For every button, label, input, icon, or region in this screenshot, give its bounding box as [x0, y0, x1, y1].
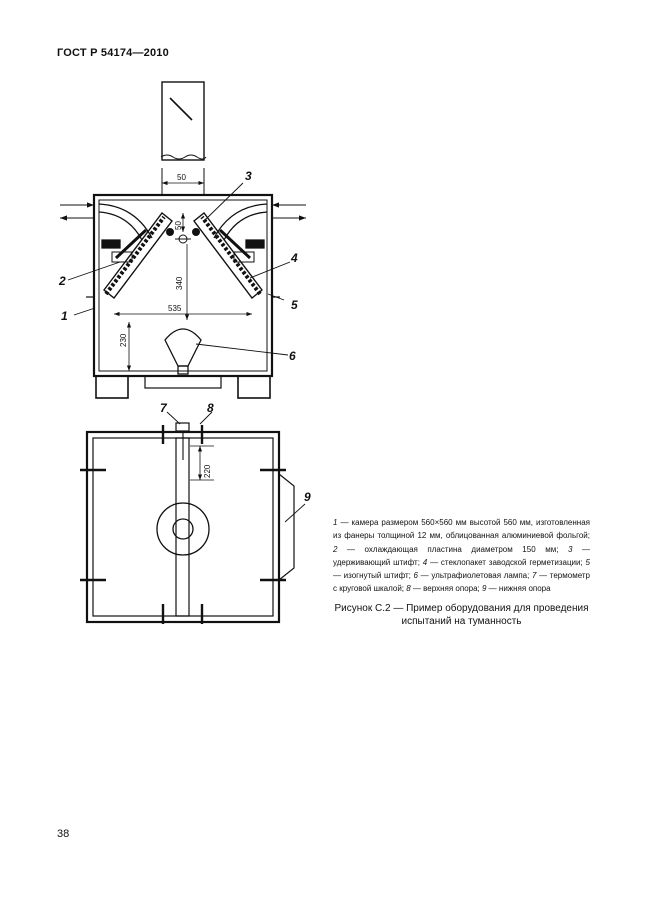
side-view [60, 82, 306, 398]
dim-230: 230 [119, 333, 128, 347]
callout-4: 4 [291, 251, 298, 265]
callout-9: 9 [304, 490, 311, 504]
top-view [80, 423, 294, 624]
figure-caption: Рисунок С.2 — Пример оборудования для проведения испытаний на туманность [334, 603, 589, 627]
uv-lamp [165, 329, 201, 376]
glass-units-right [194, 213, 262, 298]
standard-header: ГОСТ Р 54174—2010 [57, 47, 169, 59]
callout-5: 5 [291, 298, 298, 312]
legend-item-2: 2 — охлаждающая пластина диаметром 150 мм; [333, 544, 568, 554]
legend-item-8: 8 — верхняя опора; [406, 584, 482, 594]
callout-2: 2 [59, 274, 66, 288]
legend-item-7: 7 — термометр с круговой шкалой; [333, 571, 590, 594]
figure-legend [333, 516, 590, 596]
callout-7: 7 [160, 401, 167, 415]
legend-item-4: 4 — стеклопакет заводской герметизации; [422, 557, 586, 567]
dim-50-vertical: 50 [174, 221, 183, 230]
legend-item-6: 6 — ультрафиолетовая лампа; [413, 571, 532, 581]
dim-535: 535 [168, 304, 182, 313]
legend-item-1: 1 — камера размером 560×560 мм высотой 560 мм, изготовленная из фанеры толщиной 12 мм, облицованная алюминиевой фольгой; [333, 518, 590, 541]
dim-340: 340 [175, 276, 184, 290]
legend-item-9: 9 — нижняя опора [482, 584, 551, 594]
dim-220: 220 [203, 464, 212, 478]
callout-3: 3 [245, 169, 252, 183]
callout-1: 1 [61, 309, 68, 323]
callout-6: 6 [289, 349, 296, 363]
dim-50-top: 50 [177, 173, 186, 182]
page-number: 38 [57, 828, 70, 840]
legend-item-5: 5 — изогнутый штифт; [333, 557, 590, 581]
legend-item-3: 3 — удерживающий штифт; [333, 544, 590, 567]
callout-8: 8 [207, 401, 214, 415]
glass-units-left [104, 213, 172, 298]
